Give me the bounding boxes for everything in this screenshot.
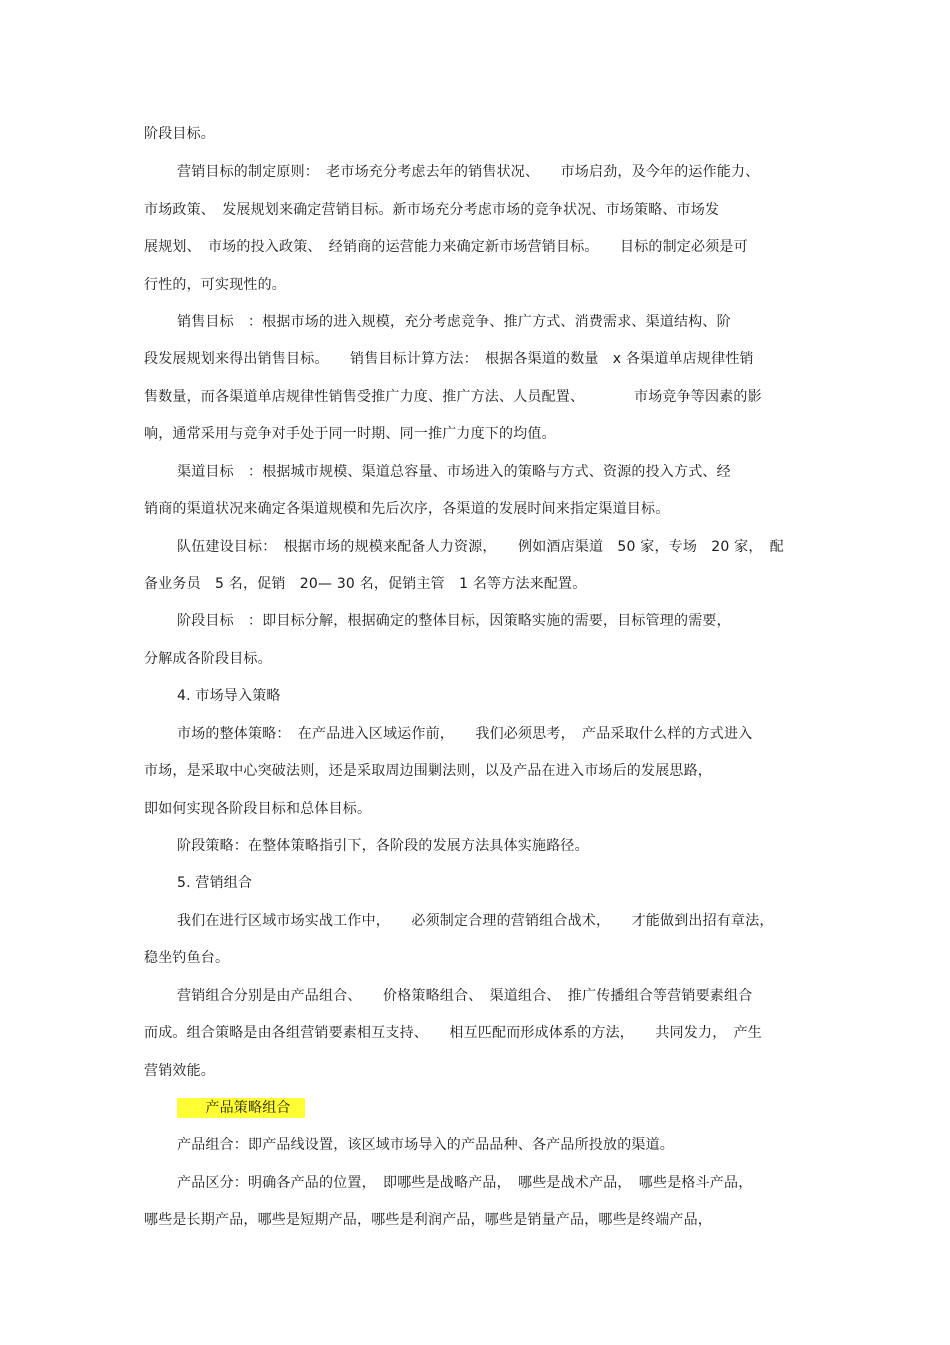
highlighted-subheading: 产品策略组合 — [177, 1100, 305, 1116]
text-line: 市场的整体策略： 在产品进入区域运作前， 我们必须思考， 产品采取什么样的方式进入 — [177, 726, 753, 742]
text-line: 售数量，而各渠道单店规律性销售受推广力度、推广方法、人员配置、 市场竞争等因素的影 — [144, 389, 762, 405]
text-line: 分解成各阶段目标。 — [144, 651, 272, 667]
text-line: 营销目标的制定原则： 老市场充分考虑去年的销售状况、 市场启劲，及今年的运作能力、 — [177, 164, 760, 180]
text-line: 而成。组合策略是由各组营销要素相互支持、 相互匹配而形成体系的方法， 共同发力， 产生 — [144, 1025, 762, 1041]
text-line: 销售目标 ：根据市场的进入规模，充分考虑竞争、推广方式、消费需求、渠道结构、阶 — [177, 314, 731, 330]
text-line: 产品区分：明确各产品的位置， 即哪些是战略产品， 哪些是战术产品， 哪些是格斗产品， — [177, 1175, 753, 1191]
text-line: 行性的，可实现性的。 — [144, 277, 286, 293]
text-line: 销商的渠道状况来确定各渠道规模和先后次序，各渠道的发展时间来指定渠道目标。 — [144, 501, 670, 517]
text-line: 哪些是长期产品，哪些是短期产品，哪些是利润产品，哪些是销量产品，哪些是终端产品， — [144, 1212, 712, 1228]
section-heading: 5. 营销组合 — [177, 875, 253, 891]
text-line: 渠道目标 ：根据城市规模、渠道总容量、市场进入的策略与方式、资源的投入方式、经 — [177, 464, 731, 480]
text-line: 即如何实现各阶段目标和总体目标。 — [144, 801, 372, 817]
text-line: 市场政策、 发展规划来确定营销目标。新市场充分考虑市场的竞争状况、市场策略、市场发 — [144, 202, 720, 218]
text-line: 阶段目标 ：即目标分解，根据确定的整体目标，因策略实施的需要，目标管理的需要， — [177, 613, 731, 629]
text-line: 稳坐钓鱼台。 — [144, 950, 230, 966]
text-line: 我们在进行区域市场实战工作中， 必须制定合理的营销组合战术， 才能做到出招有章法， — [177, 913, 774, 929]
text-line: 响，通常采用与竞争对手处于同一时期、同一推广力度下的均值。 — [144, 426, 556, 442]
text-line: 营销组合分别是由产品组合、 价格策略组合、 渠道组合、 推广传播组合等营销要素组合 — [177, 988, 753, 1004]
section-heading: 4. 市场导入策略 — [177, 688, 281, 704]
text-line: 段发展规划来得出销售目标。 销售目标计算方法： 根据各渠道的数量 x 各渠道单店规律性销 — [144, 351, 754, 367]
text-line: 市场，是采取中心突破法则，还是采取周边围剿法则，以及产品在进入市场后的发展思路， — [144, 763, 712, 779]
text-line: 展规划、 市场的投入政策、 经销商的运营能力来确定新市场营销目标。 目标的制定必须是可 — [144, 239, 748, 255]
text-line: 阶段目标。 — [144, 126, 215, 142]
text-line: 营销效能。 — [144, 1063, 215, 1079]
text-line: 队伍建设目标： 根据市场的规模来配备人力资源， 例如酒店渠道 50 家，专场 20 家， 配 — [177, 539, 784, 555]
text-line: 产品组合：即产品线设置，该区域市场导入的产品品种、各产品所投放的渠道。 — [177, 1137, 674, 1153]
text-line: 备业务员 5 名，促销 20— 30 名，促销主管 1 名等方法来配置。 — [144, 576, 587, 592]
text-line: 阶段策略：在整体策略指引下，各阶段的发展方法具体实施路径。 — [177, 838, 589, 854]
